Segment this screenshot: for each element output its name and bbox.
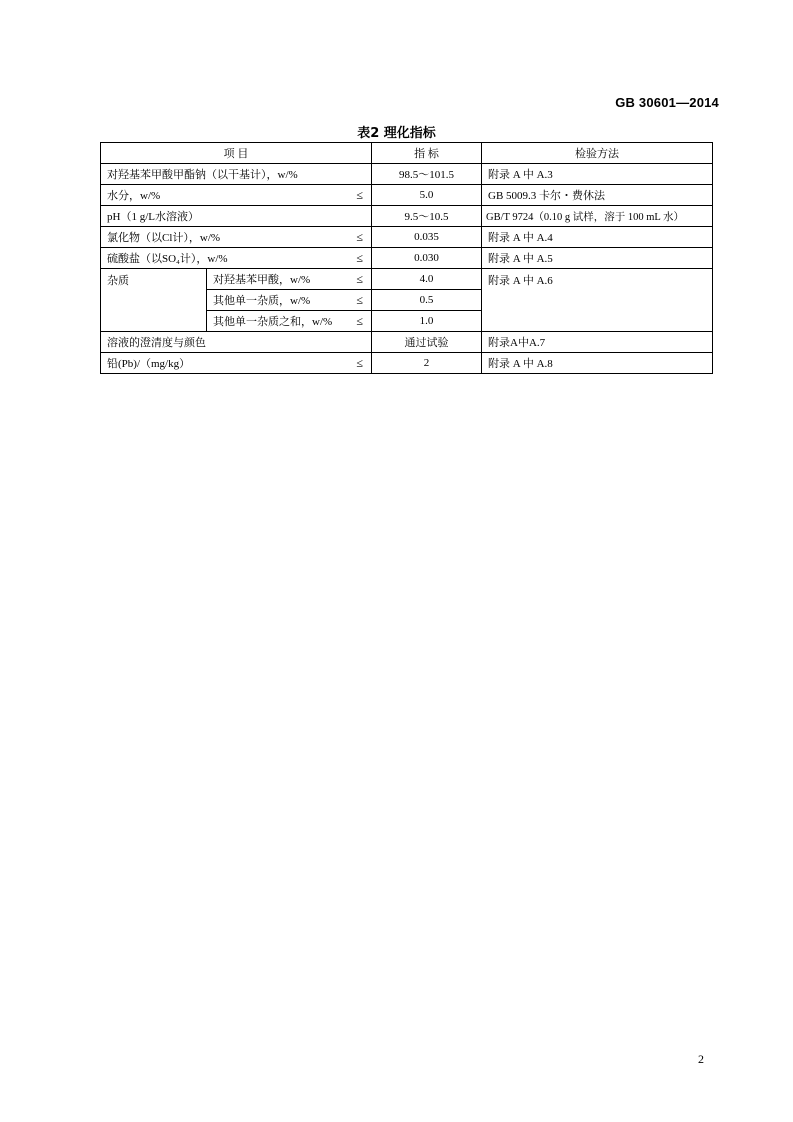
- table-row: [101, 332, 713, 353]
- row-index: 0.030: [372, 248, 482, 269]
- clarity-method: 附录A中A.7: [482, 332, 713, 353]
- table-row: [101, 227, 713, 248]
- impurity-index: 4.0: [372, 269, 482, 290]
- impurity-item: 其他单一杂质之和，w/%: [213, 316, 333, 328]
- row-index: 98.5～101.5: [372, 164, 482, 185]
- impurity-item: 其他单一杂质，w/%: [213, 295, 311, 307]
- physicochemical-spec-table: [100, 142, 713, 374]
- impurity-item-cell: [207, 269, 372, 290]
- impurity-index: 0.5: [372, 290, 482, 311]
- le-symbol: ≤: [356, 355, 363, 370]
- row-item: pH（1 g/L水溶液）: [101, 206, 372, 227]
- table-row: [101, 185, 713, 206]
- table-row: [101, 353, 713, 374]
- row-index: 0.035: [372, 227, 482, 248]
- row-method: 附录 A 中 A.3: [482, 164, 713, 185]
- row-method: 附录 A 中 A.4: [482, 227, 713, 248]
- row-index: 9.5～10.5: [372, 206, 482, 227]
- impurity-item-cell: [207, 311, 372, 332]
- impurity-index: 1.0: [372, 311, 482, 332]
- impurity-item-cell: [207, 290, 372, 311]
- row-method: 附录 A 中 A.5: [482, 248, 713, 269]
- table-row: [101, 248, 713, 269]
- lead-method: 附录 A 中 A.8: [482, 353, 713, 374]
- row-method: GB/T 9724（0.10 g 试样，溶于 100 mL 水）: [482, 206, 713, 227]
- row-item-cell: [101, 248, 372, 269]
- le-symbol: ≤: [356, 250, 363, 265]
- row-index: 5.0: [372, 185, 482, 206]
- impurity-item: 对羟基苯甲酸，w/%: [213, 274, 311, 286]
- table-row: [101, 164, 713, 185]
- le-symbol: ≤: [356, 229, 363, 244]
- clarity-item: 溶液的澄清度与颜色: [101, 332, 372, 353]
- table-title: 表2 理化指标: [357, 126, 436, 141]
- row-item-cell: [101, 227, 372, 248]
- row-method: GB 5009.3 卡尔・费休法: [482, 185, 713, 206]
- row-item: 氯化物（以Cl计），w/%: [107, 232, 221, 244]
- row-item: 水分，w/%: [107, 190, 161, 202]
- table-row: [101, 269, 713, 290]
- row-item: 对羟基苯甲酸甲酯钠（以干基计），w/%: [101, 164, 372, 185]
- row-item-cell: [101, 185, 372, 206]
- lead-item: 铅(Pb)/（mg/kg）: [107, 358, 191, 370]
- header-index: 指 标: [372, 143, 482, 164]
- le-symbol: ≤: [356, 271, 363, 286]
- le-symbol: ≤: [356, 313, 363, 328]
- table-header-row: [101, 143, 713, 164]
- table-row: [101, 206, 713, 227]
- row-item: 硫酸盐（以SO₄计），w/%: [107, 253, 228, 265]
- standard-code: GB 30601—2014: [615, 95, 719, 110]
- impurity-method: 附录 A 中 A.6: [482, 269, 713, 332]
- header-method: 检验方法: [482, 143, 713, 164]
- lead-index: 2: [372, 353, 482, 374]
- lead-item-cell: [101, 353, 372, 374]
- header-item: 项 目: [101, 143, 372, 164]
- clarity-index: 通过试验: [372, 332, 482, 353]
- page-number: 2: [698, 1052, 704, 1066]
- le-symbol: ≤: [356, 292, 363, 307]
- le-symbol: ≤: [356, 187, 363, 202]
- impurity-group-label: 杂质: [101, 269, 207, 332]
